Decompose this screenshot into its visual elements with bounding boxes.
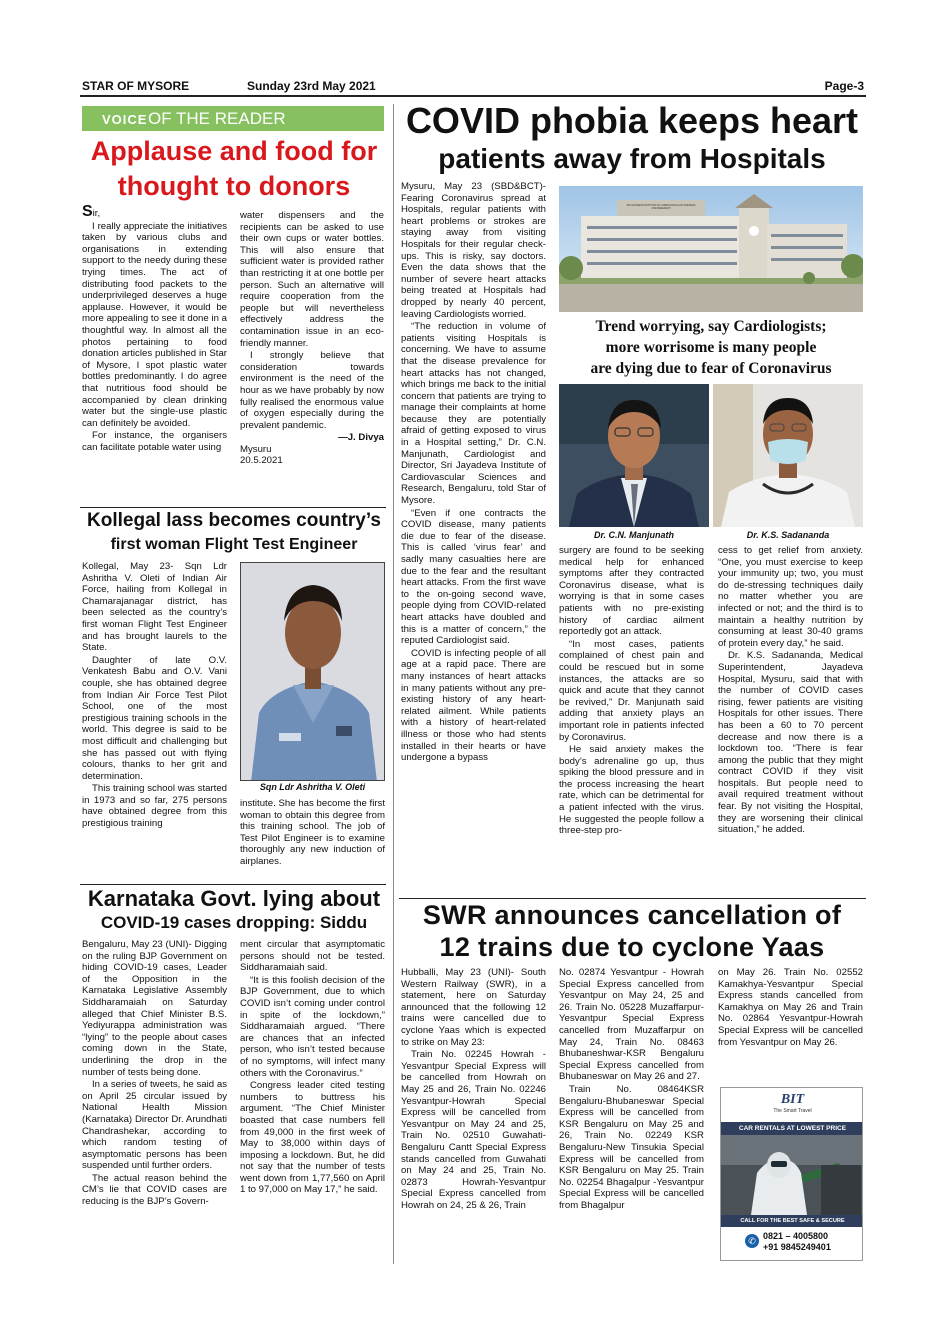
karnataka-headline-1: Karnataka Govt. lying about <box>87 886 381 911</box>
hospital-sign: SRI JAYADEVA INSTITUTE OF CARDIOVASCULAR SCIENCES AND RESEARCH <box>626 204 696 210</box>
paragraph: water dispensers and the recipients can be asked to use their own cups or water bottles. This will also ensure that sufficient water is provided rather than restricting it at one bottle per person. Such an alternative will require cooperation from the people but will nevertheless effectively address the contamination issue in an eco-friendly manner. <box>240 210 384 349</box>
swr-column-1 <box>401 967 546 1212</box>
hospital-photo <box>559 186 863 312</box>
swr-headline-2: 12 trains due to cyclone Yaas <box>439 932 825 962</box>
paragraph: I strongly believe that consideration towards environment is the need of the hour as we have probably by now fully realised the enormous value of oxygen especially during the prevalent pandemic. <box>240 350 384 431</box>
signature-date: 20.5.2021 <box>240 455 283 467</box>
manjunath-illustration <box>559 384 709 527</box>
voice-tag-bold: VOICE <box>102 112 148 127</box>
ad-banner-bottom: CALL FOR THE BEST SAFE & SECURE <box>721 1215 863 1227</box>
column-divider <box>393 104 394 1264</box>
paragraph: In a series of tweets, he said as on April 25 circular issued by National Health Mission (Karnataka) Director Dr. Arundhati Chandrashekar, according to which random testing of asymptomatic persons has been suspended until further orders. <box>82 1079 227 1172</box>
ad-banner-top: CAR RENTALS AT LOWEST PRICE <box>721 1122 863 1135</box>
paragraph: cess to get relief from anxiety. “One, you must exercise to keep your immunity up; two, you must do de-stressing techniques daily no matter whether you are infected or not; and the third is to maintain a healthy nutrition by consuming at least 30-40 grams of protein every day,” he said. <box>718 545 863 649</box>
voice-tag <box>82 106 384 131</box>
sadananda-caption: Dr. K.S. Sadananda <box>746 530 830 540</box>
covid-subhead-3: are dying due to fear of Coronavirus <box>590 360 832 377</box>
covid-column-3 <box>718 545 863 837</box>
swr-column-3 <box>718 967 863 1049</box>
voice-column-2 <box>240 210 384 467</box>
paragraph: surgery are found to be seeking medical help for enhanced symptoms after they contracted Coronavirus disease, what is worrying is that in some cases patients with no pre-existing history of cardiac ailment reportedly got an attack. <box>559 545 704 638</box>
swr-headline-1: SWR announces cancellation of <box>422 900 842 930</box>
issue-date: Sunday 23rd May 2021 <box>247 79 376 93</box>
phone-icon: ✆ <box>745 1234 759 1248</box>
sadananda-illustration <box>713 384 863 527</box>
hospital-illustration <box>559 186 863 312</box>
signature-place: Mysuru <box>240 443 272 455</box>
karnataka-column-2 <box>240 939 385 1197</box>
paragraph: “In most cases, patients complained of chest pain and could be rescued but in some instances, the attacks are so quick and acute that they cannot be revived,” Dr. Manjunath said adding that anxiety plays an important role in patients infected by Coronavirus. <box>559 638 704 743</box>
ashritha-caption: Sqn Ldr Ashritha V. Oleti <box>259 782 366 792</box>
dropcap: S <box>82 203 93 220</box>
paragraph: I really appreciate the initiatives taken by various clubs and organisations in extending support to the needy during these trying times. The act of distributing food packets to the underprivileged deserves a huge applause. However, it would be more appealing to see it done in a thoughtful way. In almost all the photos pertaining to food donation articles published in Star of Mysore, I spot plastic water bottles predominantly. I do agree that nutritious food should be accompanied by clean drinking water but the single-use plastic can definitely be avoided. <box>82 220 227 429</box>
paragraph: Dr. K.S. Sadananda, Medical Superintendent, Jayadeva Hospital, Mysuru, said that with the number of COVID cases rising, fewer patients are visiting Hospitals for other issues. There has been a 60 to 70 percent decrease and now there is a lockdown too. “There is fear among the public that they might contract COVID if they visit hospitals. But people need to avail required treatment without fear. By not visiting the Hospital, they are worsening their clinical situation,” he added. <box>718 650 863 836</box>
ad-tagline: The Smart Travel <box>773 1108 812 1114</box>
page-number: Page-3 <box>824 79 864 93</box>
covid-headline-2: patients away from Hospitals <box>438 143 826 174</box>
paragraph: on May 26. Train No. 02552 Kamakhya-Yesvantpur Special Express stands cancelled from Kamakhya on May 26 and Train No. 02864 Yesvantpur-Howrah Special Express will be cancelled from Yesvantpur on May 26. <box>718 967 863 1048</box>
karnataka-headline-2: COVID-19 cases dropping: Siddu <box>100 913 368 932</box>
paper-name: STAR OF MYSORE <box>82 79 190 93</box>
ad-phone-2: +91 9845249401 <box>763 1242 831 1252</box>
kollegal-column-1 <box>82 561 227 831</box>
paragraph: “It is this foolish decision of the BJP Government, due to which COVID isn’t coming under control in spite of the lockdown,” Siddharamaiah argued. “There are chances that an infected person, who isn’t tested because of no symptoms, will infect many others with the Coronavirus.” <box>240 974 385 1079</box>
ashritha-photo <box>240 562 385 781</box>
paragraph: No. 02874 Yesvantpur - Howrah Special Express cancelled from Yesvantpur on May 24, 25 and 26. Train No. 05228 Muzaffarpur-Yesvantpur Special Express cancelled from Muzaffarpur on May 24, Train No. 08463 Bhubaneshwar-KSR Bengaluru Special Express cancelled from Bhubaneswar on May 26 and 27. <box>559 967 704 1083</box>
paragraph: “The reduction in volume of patients visiting Hospitals is concerning. We have to assume that the disease prevalence for heart attacks has not changed, which brings me back to the initial concern that patients are trying to manage their complaints at home because they are potentially afraid of getting exposed to virus in a Hospital setting,” Dr. C.N. Manjunath, Cardiologist and Director, Sri Jayadeva Institute of Cardiovascular Sciences and Research, Bengaluru, told Star of Mysore. <box>401 321 546 507</box>
paragraph: For instance, the organisers can facilitate potable water using <box>82 430 227 453</box>
paragraph: Daughter of late O.V. Venkatesh Babu and O.V. Vani couple, she has obtained degree from Indian Air Force Test Pilot School, one of the most prestigious training schools in the world. This degree is said to be most difficult and challenging but she has passed out with flying colours, thanks to her grit and determination. <box>82 654 227 782</box>
paragraph: He said anxiety makes the body’s adrenaline go up, thus spiking the blood pressure and in the process increasing the heart rate, which can be detrimental for a patient infected with the virus. He suggested the people follow a three-step pro- <box>559 744 704 837</box>
paragraph: Train No. 02245 Howrah - Yesvantpur Special Express will be cancelled from Howrah on May 25 and 26, Train No. 02246 Yesvantpur-Howrah Special Express will be cancelled from Yesvantpur on May 24 and 25, Train No. 02510 Guwahati-Bengaluru Cantt Special Express stands cancelled from Guwahati on May 24 and 25, Train No. 02873 Howrah-Yesvantpur Special Express cancelled from Howrah on 24, 25 & 26, Train <box>401 1049 546 1211</box>
voice-salutation: Sir, <box>82 203 101 220</box>
paragraph: Bengaluru, May 23 (UNI)- Digging on the ruling BJP Government on hiding COVID-19 cases, Leader of the Opposition in the Karnataka Legislative Assembly Siddharamaiah on Saturday alleged that Chief Minister B.S. Yediyurappa administration was “lying” to the people about cases coming down in the State, underlining the drop in the number of tests being done. <box>82 939 227 1078</box>
paragraph: Kollegal, May 23- Sqn Ldr Ashritha V. Oleti of Indian Air Force, hailing from Kollegal in Chamarajanagar district, has been selected as the country’s first woman Flight Test Engineer and has brought laurels to the State. <box>82 561 227 654</box>
portrait-illustration <box>241 563 385 781</box>
voice-headline-2: thought to donors <box>117 171 351 201</box>
manjunath-caption: Dr. C.N. Manjunath <box>593 530 674 540</box>
voice-tag-rest: OF THE READER <box>148 109 286 128</box>
paragraph: institute. She has become the first woman to obtain this degree from this training school. The job of Test Pilot Engineer is to examine thoroughly any new induction of airplanes. <box>240 798 385 867</box>
voice-bottom-rule <box>80 507 386 508</box>
ad-phone-1: 0821 – 4005800 <box>763 1231 829 1241</box>
sadananda-photo <box>713 384 863 527</box>
paragraph: Mysuru, May 23 (SBD&BCT)- Fearing Coronavirus spread at Hospitals, regular patients with heart problems or strokes are staying away from visiting Hospitals for their regular check-ups. This is risky, say doctors. Even the data shows that the number of severe heart attacks being treated at Hospitals had dropped by nearly 40 percent, leaving Cardiologists worried. <box>401 181 546 320</box>
paragraph: Train No. 08464KSR Bengaluru-Bhubaneswar Special Express will be cancelled from KSR Bengaluru on May 25 and 26, Train No. 02249 KSR Bengaluru-New Tinsukia Special Express will be cancelled from KSR Bengaluru on May 25. Train No. 02254 Bhagalpur -Yesvantpur Special Express will be cancelled from Bhagalpur <box>559 1083 704 1211</box>
covid-subhead-1: Trend worrying, say Cardiologists; <box>595 318 827 335</box>
paragraph: ment circular that asymptomatic persons should not be tested. Siddharamaiah said. <box>240 939 385 974</box>
covid-subhead-2: more worrisome is many people <box>605 339 817 356</box>
car-interior-illustration <box>721 1135 863 1215</box>
voice-column-1 <box>82 203 227 454</box>
kollegal-column-2 <box>240 798 385 869</box>
ad-photo <box>721 1135 863 1215</box>
covid-column-2 <box>559 545 704 838</box>
paragraph: “Even if one contracts the COVID disease, many patients die due to fear of the disease. This is called ‘virus fear’ and sadly many casualties here are due to the fear and the resultant heart attacks. From the first wave to the on-going second wave, people dying from COVID-related heart attacks have doubled and this is a matter of concern,” the reputed Cardiologist said. <box>401 507 546 647</box>
masthead-rule <box>80 95 866 97</box>
paragraph: Hubballi, May 23 (UNI)- South Western Railway (SWR), in a statement, here on Saturday announced that the following 12 trains were cancelled due to cyclone Yaas which is expected to strike on May 23: <box>401 967 546 1048</box>
ad-logo: BIT <box>780 1092 805 1107</box>
paragraph: This training school was started in 1973 and so far, 275 persons have obtained degree from this prestigious training <box>82 783 227 830</box>
kollegal-headline-1: Kollegal lass becomes country’s <box>87 510 381 531</box>
covid-bottom-rule <box>399 898 866 899</box>
karnataka-column-1 <box>82 939 227 1209</box>
covid-column-1 <box>401 181 546 765</box>
paragraph: COVID is infecting people of all age at a rapid pace. There are many instances of heart attacks in many patients without any pre-existing history of any heart-related ailment. While patients with a history of heart-related illness or those who had stents installed in their hearts or have undergone a bypass <box>401 647 546 764</box>
manjunath-photo <box>559 384 709 527</box>
kollegal-headline-2: first woman Flight Test Engineer <box>110 536 358 553</box>
covid-headline-1: COVID phobia keeps heart <box>405 100 859 141</box>
kollegal-bottom-rule <box>80 884 386 885</box>
paragraph: Congress leader cited testing numbers to buttress his argument. “The Chief Minister boasted that case numbers fell from 49,000 in the first week of May to 38,000 within days of imposing a lockdown. But, he did not say that the number of tests went down from 1,77,560 on April 1 to 97,000 on May 17,” he said. <box>240 1080 385 1196</box>
car-rental-ad <box>720 1087 863 1261</box>
signature: —J. Divya <box>338 432 384 444</box>
paragraph: The actual reason behind the CM’s lie that COVID cases are reducing is the BJP’s Govern- <box>82 1172 227 1208</box>
voice-headline-1: Applause and food for <box>90 136 378 166</box>
swr-column-2 <box>559 967 704 1212</box>
